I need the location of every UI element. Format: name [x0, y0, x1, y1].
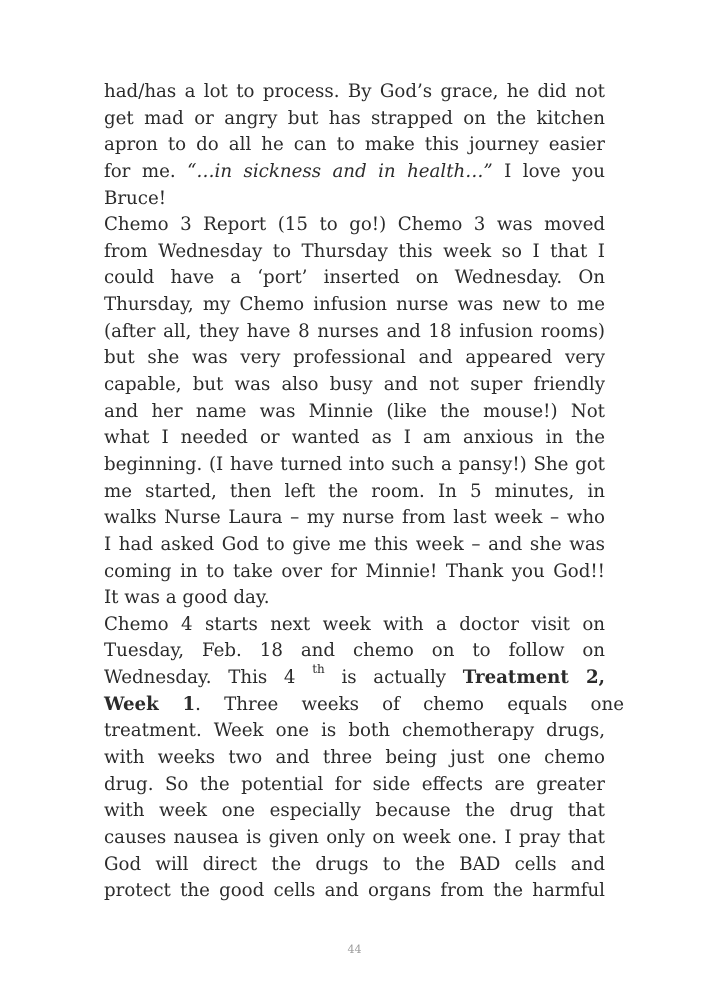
text-line: Chemo 4 starts next week with a doctor visit on — [104, 613, 605, 635]
text-line: Chemo 3 Report (15 to go!) Chemo 3 was moved — [104, 214, 605, 236]
text-line: could have a ‘port’ inserted on Wednesday. On — [104, 267, 605, 289]
text-line: from Wednesday to Thursday this week so I that I — [104, 240, 605, 262]
text-line: Bruce! — [104, 187, 167, 209]
text-line: (after all, they have 8 nurses and 18 infusion rooms) — [104, 320, 605, 342]
text-line: but she was very professional and appeared very — [104, 347, 605, 369]
text-line: Tuesday, Feb. 18 and chemo on to follow on — [104, 640, 605, 662]
text-line: what I needed or wanted as I am anxious in the — [104, 427, 605, 449]
week-label: Week 1 — [104, 693, 196, 715]
text-line: capable, but was also busy and not super friendly — [104, 374, 605, 396]
text-line: walks Nurse Laura – my nurse from last week – who — [104, 507, 605, 529]
text-line: protect the good cells and organs from the harmful — [104, 880, 605, 902]
text-line: with weeks two and three being just one chemo — [104, 747, 605, 769]
text-line: causes nausea is given only on week one. I pray that — [104, 826, 605, 848]
text-line: me started, then left the room. In 5 minutes, in — [104, 480, 605, 502]
vow-quote: “…in sickness and in health…” — [187, 160, 493, 182]
text-line — [104, 159, 605, 186]
text-line: with week one especially because the drug that — [104, 800, 605, 822]
text-line: I had asked God to give me this week – and she was — [104, 533, 605, 555]
text-segment: Wednesday. This 4 — [104, 667, 313, 689]
text-line: coming in to take over for Minnie! Thank you God!! — [104, 560, 605, 582]
body-text — [104, 79, 624, 905]
text-line: had/has a lot to process. By God’s grace, he did not — [104, 81, 605, 102]
text-segment: is actually — [324, 667, 463, 689]
text-segment: . Three weeks of chemo equals one — [195, 693, 624, 715]
text-line: treatment. Week one is both chemotherapy drugs, — [104, 720, 605, 742]
text-line: get mad or angry but has strapped on the kitchen — [104, 107, 605, 129]
text-line: drug. So the potential for side effects are greater — [104, 773, 605, 795]
ordinal-superscript: th — [312, 662, 325, 677]
text-segment: for me. — [104, 160, 188, 182]
text-line: It was a good day. — [104, 587, 270, 609]
text-line: beginning. (I have turned into such a pansy!) She got — [104, 453, 605, 475]
text-line: and her name was Minnie (like the mouse!) Not — [104, 400, 605, 422]
page-number: 44 — [347, 943, 362, 956]
treatment-label: Treatment 2, — [462, 667, 605, 689]
text-line: God will direct the drugs to the BAD cells and — [104, 853, 605, 875]
text-line — [104, 662, 605, 692]
text-segment: I love you — [492, 160, 605, 182]
text-line: apron to do all he can to make this journey easier — [104, 134, 605, 156]
text-line — [104, 692, 624, 719]
text-line: Thursday, my Chemo infusion nurse was new to me — [104, 294, 605, 316]
